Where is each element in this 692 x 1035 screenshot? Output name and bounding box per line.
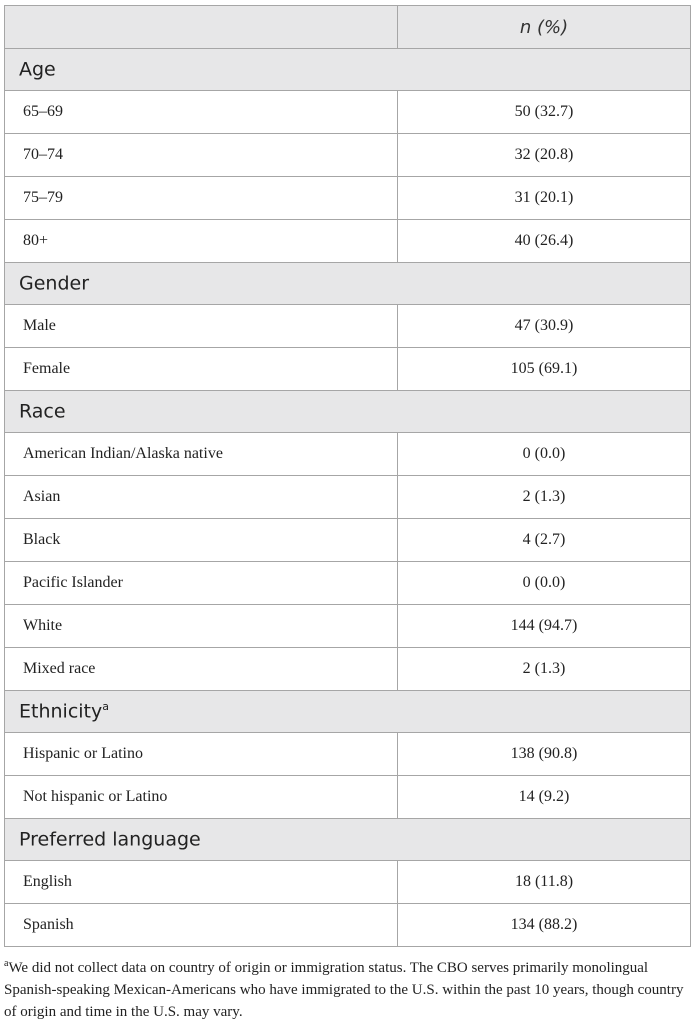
row-label: Black xyxy=(5,519,398,562)
row-label: Not hispanic or Latino xyxy=(5,776,398,819)
section-title-text: Ethnicity xyxy=(19,700,103,723)
footnote-marker: a xyxy=(4,958,9,969)
table-row xyxy=(5,519,691,562)
table-row xyxy=(5,904,691,947)
table-row xyxy=(5,476,691,519)
row-label: Spanish xyxy=(5,904,398,947)
header-first-col xyxy=(5,6,398,49)
row-label: 65–69 xyxy=(5,91,398,134)
row-value: 40 (26.4) xyxy=(398,220,691,263)
table-header-row xyxy=(5,6,691,49)
row-label: Pacific Islander xyxy=(5,562,398,605)
row-label: Female xyxy=(5,348,398,391)
row-value: 32 (20.8) xyxy=(398,134,691,177)
table-row xyxy=(5,220,691,263)
section-title xyxy=(5,819,691,861)
row-value: 4 (2.7) xyxy=(398,519,691,562)
row-value: 50 (32.7) xyxy=(398,91,691,134)
row-label: English xyxy=(5,861,398,904)
section-title xyxy=(5,391,691,433)
row-label: 75–79 xyxy=(5,177,398,220)
table-row xyxy=(5,91,691,134)
row-value: 47 (30.9) xyxy=(398,305,691,348)
table-row xyxy=(5,605,691,648)
row-label: White xyxy=(5,605,398,648)
row-value: 18 (11.8) xyxy=(398,861,691,904)
row-label: 70–74 xyxy=(5,134,398,177)
table-row xyxy=(5,648,691,691)
row-value: 2 (1.3) xyxy=(398,476,691,519)
demographics-table-document xyxy=(4,5,690,1023)
row-value: 105 (69.1) xyxy=(398,348,691,391)
row-value: 144 (94.7) xyxy=(398,605,691,648)
row-label: American Indian/Alaska native xyxy=(5,433,398,476)
section-header-row xyxy=(5,819,691,861)
table-row xyxy=(5,348,691,391)
row-value: 14 (9.2) xyxy=(398,776,691,819)
section-title-footnote-marker: a xyxy=(102,700,109,714)
header-value-col: n (%) xyxy=(398,6,691,49)
section-title xyxy=(5,263,691,305)
table-body xyxy=(5,49,691,947)
table-row xyxy=(5,733,691,776)
row-value: 2 (1.3) xyxy=(398,648,691,691)
table-row xyxy=(5,305,691,348)
demographics-table xyxy=(4,5,691,947)
table-footnote xyxy=(4,953,688,1023)
table-row xyxy=(5,433,691,476)
table-row xyxy=(5,776,691,819)
row-value: 134 (88.2) xyxy=(398,904,691,947)
section-title xyxy=(5,691,691,733)
table-row xyxy=(5,134,691,177)
section-title-text: Preferred language xyxy=(19,828,201,851)
row-value: 0 (0.0) xyxy=(398,433,691,476)
table-row xyxy=(5,177,691,220)
row-value: 31 (20.1) xyxy=(398,177,691,220)
row-value: 0 (0.0) xyxy=(398,562,691,605)
footnote-text: We did not collect data on country of origin or immigration status. The CBO serves primarily monolingual Spanish-speaking Mexican-Americans who have immigrated to the U.S. within the past 10 years, though country of origin and time in the U.S. may vary. xyxy=(4,960,684,1020)
table-row xyxy=(5,861,691,904)
section-header-row xyxy=(5,691,691,733)
row-label: Mixed race xyxy=(5,648,398,691)
section-title-text: Gender xyxy=(19,272,90,295)
section-header-row xyxy=(5,263,691,305)
section-header-row xyxy=(5,391,691,433)
section-title-text: Race xyxy=(19,400,66,423)
row-label: Hispanic or Latino xyxy=(5,733,398,776)
table-row xyxy=(5,562,691,605)
row-label: 80+ xyxy=(5,220,398,263)
section-title-text: Age xyxy=(19,58,56,81)
row-label: Asian xyxy=(5,476,398,519)
section-header-row xyxy=(5,49,691,91)
row-value: 138 (90.8) xyxy=(398,733,691,776)
section-title xyxy=(5,49,691,91)
row-label: Male xyxy=(5,305,398,348)
